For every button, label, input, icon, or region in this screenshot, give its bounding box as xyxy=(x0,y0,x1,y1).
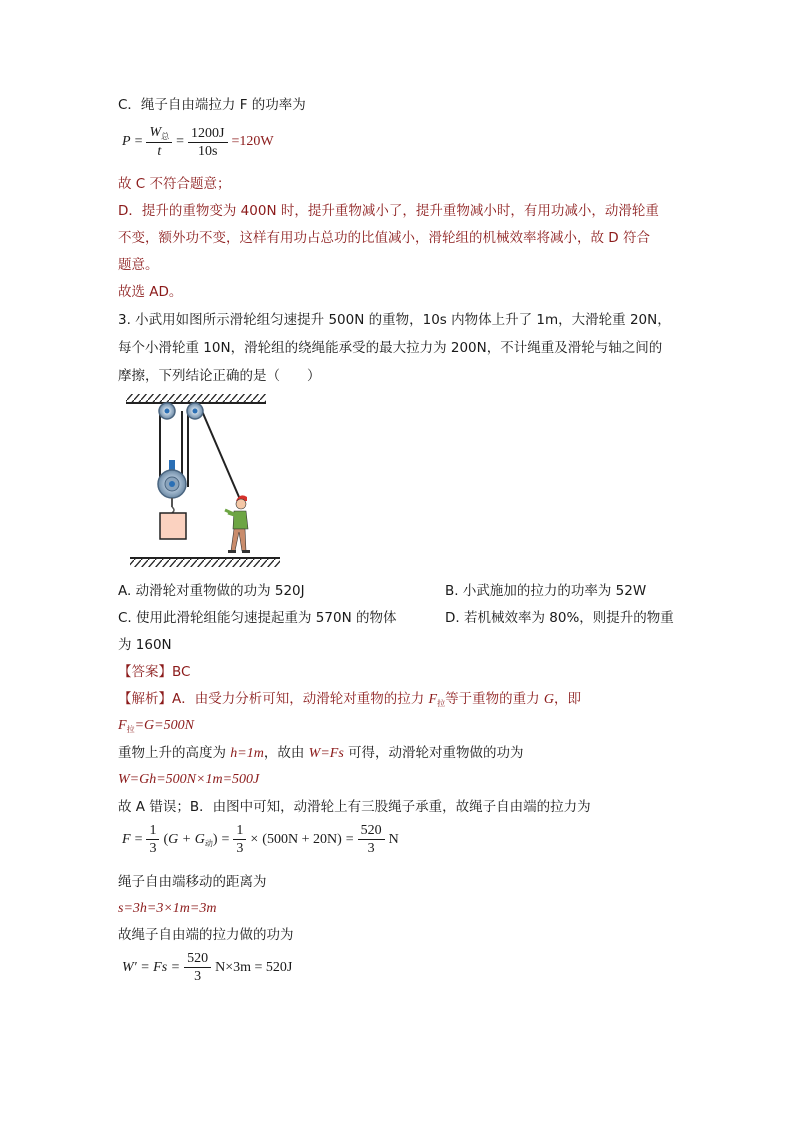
f-symbol-2: F xyxy=(118,718,127,733)
answer-line xyxy=(118,662,190,682)
eq3-frac xyxy=(184,950,211,985)
height-formula: W=Fs xyxy=(308,746,344,761)
pulley-figure xyxy=(120,392,290,570)
eq2-one-2: 1 xyxy=(233,822,246,840)
c-heading: C．绳子自由端拉力 F 的功率为 xyxy=(118,97,306,113)
height-line xyxy=(118,743,524,764)
equation-power: P = $\frac{W_总}{t}$ = $\frac{1200J}{10s}$ =120W xyxy=(122,125,274,159)
analysis-line-a xyxy=(118,689,581,711)
ground-hatch xyxy=(130,559,280,567)
eq2-one: 1 xyxy=(146,822,159,840)
eq2-paren: G + G xyxy=(168,831,205,847)
eq1-lhs: P xyxy=(122,134,131,149)
question-3-line-2: 每个小滑轮重 10N，滑轮组的绕绳能承受的最大拉力为 200N，不计绳重及滑轮与轴之间的 xyxy=(118,340,663,356)
person-pulling xyxy=(225,495,250,553)
equation-force: F = $\frac{1}{3}$ $(G + G_动)$ = $\frac{1}{3}$ × (500N + 20N) = $\frac{520}{3}$ N xyxy=(122,823,399,856)
height-value: h=1m xyxy=(230,746,264,761)
height-text-b: ，故由 xyxy=(263,745,305,761)
equation-work-free xyxy=(120,950,294,985)
eq1-result: =120W xyxy=(231,134,274,149)
eq3-den: 3 xyxy=(194,969,202,984)
question-3-line-3: 摩擦，下列结论正确的是（ ） xyxy=(118,368,321,384)
eq2-unit: N xyxy=(388,831,399,847)
option-d-cont: 为 160N xyxy=(118,637,172,653)
eq1-frac-1 xyxy=(146,124,172,160)
work-free-line: 故绳子自由端的拉力做的功为 xyxy=(118,927,294,943)
analysis-a-text: A．由受力分析可知，动滑轮对重物的拉力 xyxy=(172,691,425,707)
height-text-c: 可得，动滑轮对重物做的功为 xyxy=(348,745,524,761)
option-d: D. 若机械效率为 80%，则提升的物重 xyxy=(445,610,674,626)
eq2-frac-1 xyxy=(146,822,159,857)
work-equation: W=Gh=500N×1m=500J xyxy=(118,772,260,787)
distance-line: 绳子自由端移动的距离为 xyxy=(118,874,267,890)
d-line-2: 不变，额外功不变，这样有用功占总功的比值减小，滑轮组的机械效率将减小，故 D 符合 xyxy=(118,230,650,246)
answer-value: BC xyxy=(172,664,191,680)
d-line-3: 题意。 xyxy=(118,257,159,273)
distance-equation: s=3h=3×1m=3m xyxy=(118,901,217,916)
eq1-den2: 10s xyxy=(198,143,218,159)
answer-tag: 【答案】 xyxy=(118,664,172,680)
f-pull-sub-2: 拉 xyxy=(126,725,135,734)
analysis-tag: 【解析】 xyxy=(118,691,172,707)
eq1-frac-2 xyxy=(188,125,227,160)
eq3-num: 520 xyxy=(184,950,211,968)
eq2-den: 3 xyxy=(367,841,375,856)
choose-line: 故选 AD。 xyxy=(118,284,183,300)
analysis-a-text-3: ，即 xyxy=(554,691,582,707)
eq1-num1: W xyxy=(149,125,162,140)
analysis-a-text-2: 等于重物的重力 xyxy=(445,691,540,707)
c-conclusion: 故 C 不符合题意； xyxy=(118,176,231,192)
eq2-frac-3 xyxy=(358,822,385,857)
option-a: A. 动滑轮对重物做的功为 520J xyxy=(118,583,305,599)
g-symbol: G xyxy=(543,692,555,707)
height-text-a: 重物上升的高度为 xyxy=(118,745,226,761)
eq2-num: 520 xyxy=(358,822,385,840)
eq2-three-2: 3 xyxy=(236,841,244,856)
b-analysis-line: 故 A 错误；B．由图中可知，动滑轮上有三股绳子承重，故绳子自由端的拉力为 xyxy=(118,799,591,815)
eq2-three: 3 xyxy=(149,841,157,856)
eq1-num2: 1200J xyxy=(188,125,227,143)
ceiling-hatch xyxy=(126,394,266,402)
eq2-frac-2 xyxy=(233,822,246,857)
eq2-paren-sub: 动 xyxy=(204,838,213,848)
f-symbol: F xyxy=(428,692,438,707)
f-pull-equation xyxy=(118,716,194,737)
eq2-mid: (500N + 20N) xyxy=(262,831,342,847)
eq1-den1: t xyxy=(157,144,162,159)
question-3-line-1: 3. 小武用如图所示滑轮组匀速提升 500N 的重物，10s 内物体上升了 1m，大滑轮重 20N， xyxy=(118,312,671,328)
d-line-1: D．提升的重物变为 400N 时，提升重物减小了，提升重物减小时，有用功减小，动滑轮重 xyxy=(118,203,659,219)
option-c: C. 使用此滑轮组能匀速提起重为 570N 的物体 xyxy=(118,610,397,626)
weight-block xyxy=(160,513,186,539)
f-pull-sub: 拉 xyxy=(437,699,446,708)
option-b: B. 小武施加的拉力的功率为 52W xyxy=(445,583,647,599)
eq3-tail: N×3m = 520J xyxy=(215,959,293,975)
f-pull-eq: =G=500N xyxy=(134,718,194,733)
eq3-lhs: W′ = Fs = xyxy=(122,959,181,975)
eq1-num1-sub: 总 xyxy=(161,132,170,141)
eq2-lhs: F xyxy=(122,831,131,847)
